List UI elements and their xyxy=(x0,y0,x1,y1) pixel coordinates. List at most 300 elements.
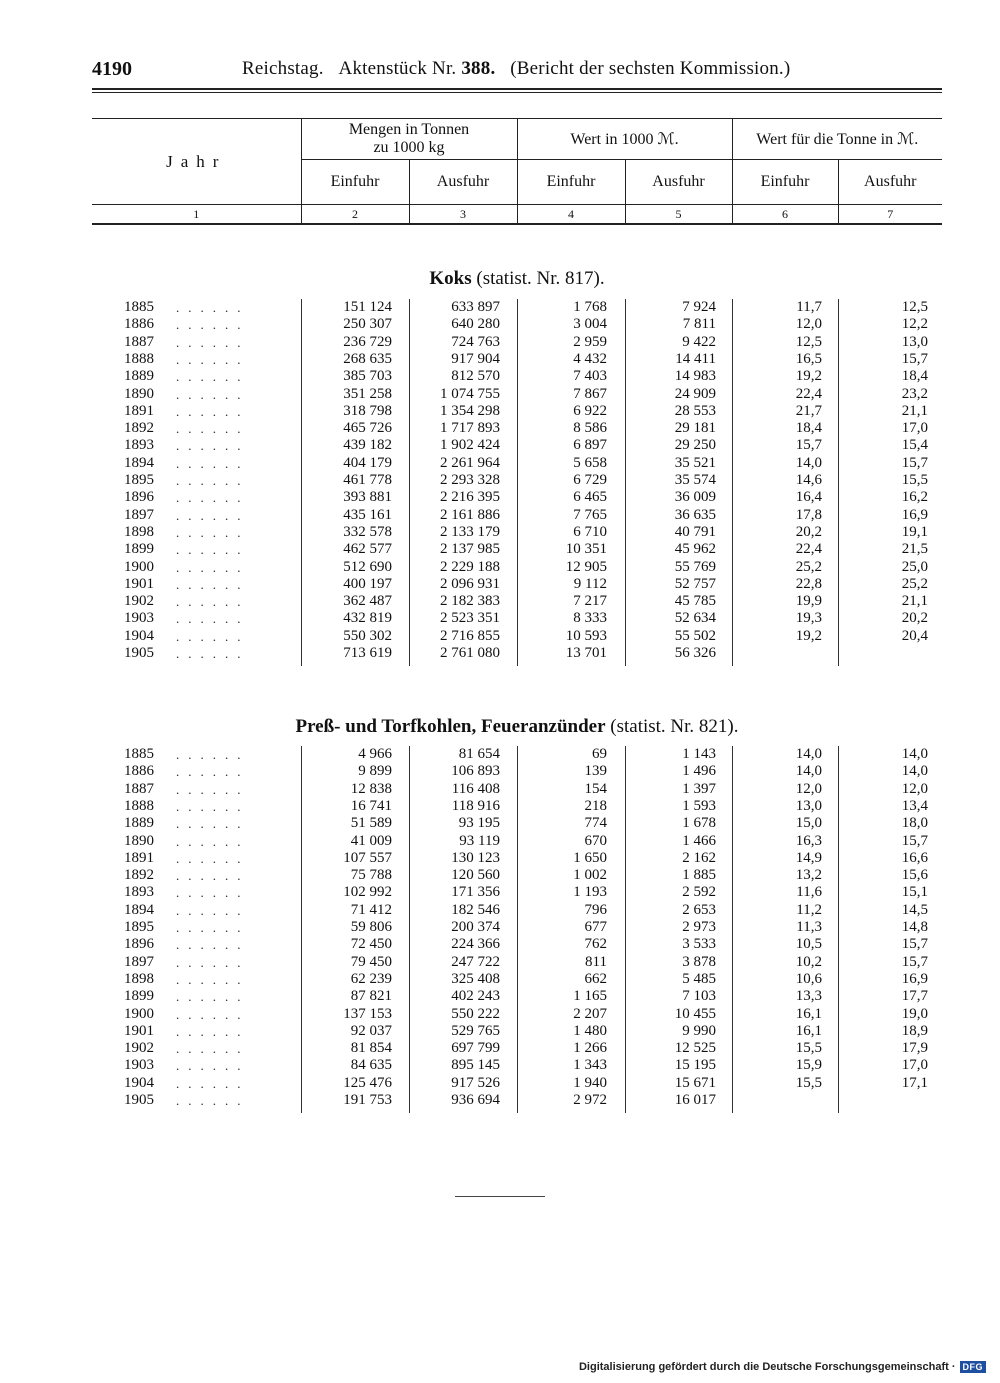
value-cell: 72 450 xyxy=(350,936,392,953)
header-ausfuhr-mengen: Ausfuhr xyxy=(409,160,517,205)
value-cell: 236 729 xyxy=(343,333,392,350)
value-cell: 9 899 xyxy=(358,763,392,780)
value-cell: 52 634 xyxy=(674,610,716,627)
value-cell: 16,6 xyxy=(901,849,928,866)
value-cell: 10 351 xyxy=(565,541,607,558)
value-cell: 45 785 xyxy=(674,593,716,610)
value-cell: 1 940 xyxy=(573,1074,607,1091)
value-cell: 11,6 xyxy=(796,884,822,901)
leader-dots: ...... xyxy=(176,1075,250,1091)
value-cell: 28 553 xyxy=(674,402,716,419)
value-cell: 432 819 xyxy=(343,610,392,627)
value-cell: 19,3 xyxy=(795,610,822,627)
table-row xyxy=(92,815,942,832)
year-cell: 1892 xyxy=(124,867,154,884)
value-cell: 12 905 xyxy=(565,558,607,575)
value-cell: 20,2 xyxy=(795,523,822,540)
value-cell: 12,0 xyxy=(901,780,928,797)
value-cell: 20,2 xyxy=(901,610,928,627)
value-cell: 15,4 xyxy=(901,437,928,454)
value-cell: 20,4 xyxy=(901,627,928,644)
value-cell: 17,0 xyxy=(901,1057,928,1074)
value-cell: 1 885 xyxy=(682,867,716,884)
value-cell: 107 557 xyxy=(343,849,392,866)
value-cell: 16,1 xyxy=(795,1022,822,1039)
value-cell: 812 570 xyxy=(451,368,500,385)
year-cell: 1901 xyxy=(124,575,154,592)
leader-dots: ...... xyxy=(176,473,250,488)
leader-dots: ...... xyxy=(176,351,250,367)
leader-dots: ...... xyxy=(176,920,250,935)
value-cell: 393 881 xyxy=(343,489,392,506)
value-cell: 385 703 xyxy=(343,368,392,385)
value-cell: 15 195 xyxy=(674,1057,716,1074)
header-wert-tonne: Wert für die Tonne in ℳ. xyxy=(732,119,942,160)
value-cell: 15,7 xyxy=(795,437,822,454)
value-cell: 16 017 xyxy=(674,1092,716,1108)
value-cell: 2 959 xyxy=(573,333,607,350)
value-cell: 35 521 xyxy=(674,454,716,471)
value-cell: 435 161 xyxy=(343,506,392,523)
value-cell: 15,5 xyxy=(795,1074,822,1091)
value-cell: 13 701 xyxy=(565,645,607,661)
header-einfuhr-wert: Einfuhr xyxy=(517,160,625,205)
value-cell: 79 450 xyxy=(350,953,392,970)
value-cell: 36 009 xyxy=(674,489,716,506)
value-cell: 2 973 xyxy=(682,919,716,935)
year-cell: 1889 xyxy=(124,815,154,832)
value-cell: 250 307 xyxy=(343,316,392,333)
year-cell: 1900 xyxy=(124,558,154,575)
value-cell: 18,0 xyxy=(901,815,928,832)
table-row xyxy=(92,850,942,867)
value-cell: 69 xyxy=(592,746,607,762)
table-row xyxy=(92,746,942,763)
value-cell: 3 004 xyxy=(573,316,607,333)
value-cell: 461 778 xyxy=(343,472,392,488)
value-cell: 247 722 xyxy=(451,953,500,970)
table-row xyxy=(92,420,942,437)
value-cell: 56 326 xyxy=(674,645,716,661)
value-cell: 12 525 xyxy=(674,1040,716,1057)
value-cell: 18,9 xyxy=(901,1022,928,1039)
table-row xyxy=(92,559,942,576)
year-cell: 1893 xyxy=(124,437,154,454)
value-cell: 40 791 xyxy=(674,523,716,540)
value-cell: 17,7 xyxy=(901,988,928,1005)
value-cell: 93 119 xyxy=(459,832,500,849)
value-cell: 52 757 xyxy=(674,575,716,592)
value-cell: 318 798 xyxy=(343,402,392,419)
value-cell: 21,1 xyxy=(901,593,928,610)
page-number: 4190 xyxy=(92,58,132,80)
value-cell: 12,2 xyxy=(901,316,928,333)
section-title-pressekohlen-rest: (statist. Nr. 821). xyxy=(610,716,739,737)
value-cell: 218 xyxy=(584,797,607,814)
value-cell: 1 717 893 xyxy=(440,420,500,437)
section-title-koks-rest: (statist. Nr. 817). xyxy=(476,268,605,289)
value-cell: 6 465 xyxy=(573,489,607,506)
leader-dots: ...... xyxy=(176,576,250,592)
value-cell: 13,4 xyxy=(901,797,928,814)
col-number-4: 4 xyxy=(517,205,625,225)
value-cell: 21,7 xyxy=(795,402,822,419)
value-cell: 1 466 xyxy=(682,832,716,849)
value-cell: 5 658 xyxy=(573,454,607,471)
table-row xyxy=(92,541,942,558)
table-row xyxy=(92,334,942,351)
table-row xyxy=(92,867,942,884)
col-number-7: 7 xyxy=(838,205,942,225)
value-cell: 25,2 xyxy=(901,575,928,592)
value-cell: 3 533 xyxy=(682,936,716,953)
value-cell: 16,3 xyxy=(795,832,822,849)
year-cell: 1904 xyxy=(124,627,154,644)
value-cell: 14 411 xyxy=(675,350,716,367)
value-cell: 15,5 xyxy=(795,1040,822,1057)
value-cell: 15,0 xyxy=(795,815,822,832)
value-cell: 9 990 xyxy=(682,1022,716,1039)
value-cell: 2 161 886 xyxy=(440,506,500,523)
header-jahr: Jahr xyxy=(92,119,301,205)
value-cell: 9 112 xyxy=(573,575,607,592)
value-cell: 13,2 xyxy=(795,867,822,884)
value-cell: 1 678 xyxy=(682,815,716,832)
leader-dots: ...... xyxy=(176,559,250,575)
header-rule-thin xyxy=(92,92,942,93)
value-cell: 529 765 xyxy=(451,1022,500,1039)
value-cell: 7 217 xyxy=(573,593,607,610)
value-cell: 4 966 xyxy=(358,746,392,762)
running-head-number: 388. xyxy=(461,58,496,79)
value-cell: 465 726 xyxy=(343,420,392,437)
value-cell: 19,9 xyxy=(795,593,822,610)
value-cell: 13,0 xyxy=(901,333,928,350)
table-row xyxy=(92,489,942,506)
table-row xyxy=(92,593,942,610)
table-row xyxy=(92,576,942,593)
year-cell: 1905 xyxy=(124,1092,154,1108)
value-cell: 670 xyxy=(584,832,607,849)
value-cell: 55 502 xyxy=(674,627,716,644)
value-cell: 118 916 xyxy=(451,797,500,814)
year-cell: 1902 xyxy=(124,1040,154,1057)
leader-dots: ...... xyxy=(176,455,250,471)
table-row xyxy=(92,798,942,815)
value-cell: 10,6 xyxy=(795,970,822,987)
value-cell: 7 924 xyxy=(682,299,716,315)
end-rule xyxy=(455,1196,545,1197)
table-row xyxy=(92,884,942,901)
col-number-2: 2 xyxy=(301,205,409,225)
value-cell: 550 302 xyxy=(343,627,392,644)
value-cell: 12 838 xyxy=(350,780,392,797)
year-cell: 1887 xyxy=(124,780,154,797)
leader-dots: ...... xyxy=(176,781,250,797)
running-head-reichstag: Reichstag. xyxy=(242,58,324,79)
value-cell: 14,0 xyxy=(795,763,822,780)
value-cell: 917 904 xyxy=(451,350,500,367)
value-cell: 10 455 xyxy=(674,1005,716,1022)
leader-dots: ...... xyxy=(176,971,250,987)
value-cell: 29 181 xyxy=(674,420,716,437)
value-cell: 7 765 xyxy=(573,506,607,523)
section-title-koks xyxy=(92,268,942,290)
value-cell: 106 893 xyxy=(451,763,500,780)
year-cell: 1885 xyxy=(124,746,154,762)
value-cell: 1 143 xyxy=(682,746,716,762)
year-cell: 1890 xyxy=(124,832,154,849)
leader-dots: ...... xyxy=(176,438,250,454)
table-row xyxy=(92,299,942,316)
leader-dots: ...... xyxy=(176,386,250,402)
value-cell: 14,9 xyxy=(795,849,822,866)
year-cell: 1885 xyxy=(124,299,154,315)
value-cell: 362 487 xyxy=(343,593,392,610)
value-cell: 6 897 xyxy=(573,437,607,454)
value-cell: 512 690 xyxy=(343,558,392,575)
value-cell: 550 222 xyxy=(451,1005,500,1022)
leader-dots: ...... xyxy=(176,1058,250,1074)
year-cell: 1905 xyxy=(124,645,154,661)
value-cell: 29 250 xyxy=(674,437,716,454)
leader-dots: ...... xyxy=(176,850,250,866)
leader-dots: ...... xyxy=(176,902,250,918)
table-row xyxy=(92,610,942,627)
value-cell: 404 179 xyxy=(343,454,392,471)
value-cell: 1 074 755 xyxy=(440,385,500,402)
table-row xyxy=(92,833,942,850)
value-cell: 2 761 080 xyxy=(440,645,500,661)
value-cell: 14,8 xyxy=(901,919,928,935)
leader-dots: ...... xyxy=(176,646,250,661)
table-row xyxy=(92,971,942,988)
value-cell: 36 635 xyxy=(674,506,716,523)
section-table-pressekohlen xyxy=(92,746,942,1113)
table-row xyxy=(92,954,942,971)
table-row xyxy=(92,1023,942,1040)
table-row xyxy=(92,316,942,333)
section-title-koks-bold: Koks xyxy=(429,268,472,289)
value-cell: 268 635 xyxy=(343,350,392,367)
value-cell: 15 671 xyxy=(674,1074,716,1091)
leader-dots: ...... xyxy=(176,524,250,540)
value-cell: 895 145 xyxy=(451,1057,500,1074)
value-cell: 2 261 964 xyxy=(440,454,500,471)
value-cell: 1 266 xyxy=(573,1040,607,1057)
value-cell: 15,7 xyxy=(901,832,928,849)
value-cell: 62 239 xyxy=(350,970,392,987)
section-title-pressekohlen-bold: Preß- und Torfkohlen, Feueranzünder xyxy=(295,716,606,737)
value-cell: 2 972 xyxy=(573,1092,607,1108)
year-cell: 1893 xyxy=(124,884,154,901)
value-cell: 16,9 xyxy=(901,506,928,523)
running-head-bericht: (Bericht der sechsten Kommission.) xyxy=(510,58,791,79)
year-cell: 1891 xyxy=(124,849,154,866)
leader-dots: ...... xyxy=(176,628,250,644)
value-cell: 6 710 xyxy=(573,523,607,540)
value-cell: 332 578 xyxy=(343,523,392,540)
value-cell: 2 162 xyxy=(682,849,716,866)
value-cell: 14,0 xyxy=(795,454,822,471)
leader-dots: ...... xyxy=(176,317,250,333)
value-cell: 2 653 xyxy=(682,901,716,918)
value-cell: 17,0 xyxy=(901,420,928,437)
leader-dots: ...... xyxy=(176,816,250,832)
col-number-5: 5 xyxy=(625,205,732,225)
value-cell: 1 650 xyxy=(573,849,607,866)
year-cell: 1904 xyxy=(124,1074,154,1091)
value-cell: 774 xyxy=(584,815,607,832)
year-cell: 1888 xyxy=(124,797,154,814)
value-cell: 16,5 xyxy=(795,350,822,367)
value-cell: 19,0 xyxy=(901,1005,928,1022)
value-cell: 59 806 xyxy=(350,919,392,935)
year-cell: 1903 xyxy=(124,610,154,627)
value-cell: 191 753 xyxy=(343,1092,392,1108)
value-cell: 17,8 xyxy=(795,506,822,523)
value-cell: 6 729 xyxy=(573,472,607,488)
value-cell: 137 153 xyxy=(343,1005,392,1022)
value-cell: 713 619 xyxy=(343,645,392,661)
value-cell: 10 593 xyxy=(565,627,607,644)
leader-dots: ...... xyxy=(176,542,250,558)
value-cell: 2 592 xyxy=(682,884,716,901)
value-cell: 633 897 xyxy=(451,299,500,315)
value-cell: 84 635 xyxy=(350,1057,392,1074)
value-cell: 677 xyxy=(584,919,607,935)
value-cell: 45 962 xyxy=(674,541,716,558)
value-cell: 351 258 xyxy=(343,385,392,402)
section-title-pressekohlen xyxy=(92,716,942,738)
running-head xyxy=(242,58,790,80)
leader-dots: ...... xyxy=(176,403,250,419)
value-cell: 3 878 xyxy=(682,953,716,970)
section-table-koks xyxy=(92,299,942,666)
value-cell: 41 009 xyxy=(350,832,392,849)
col-number-1: 1 xyxy=(92,205,301,225)
value-cell: 11,3 xyxy=(796,919,822,935)
value-cell: 139 xyxy=(584,763,607,780)
value-cell: 6 922 xyxy=(573,402,607,419)
table-row xyxy=(92,1006,942,1023)
footer-credit-text: Digitalisierung gefördert durch die Deutsche Forschungsgemeinschaft · xyxy=(578,1361,956,1373)
value-cell: 1 480 xyxy=(573,1022,607,1039)
value-cell: 724 763 xyxy=(451,333,500,350)
header-wert: Wert in 1000 ℳ. xyxy=(517,119,732,160)
table-row xyxy=(92,368,942,385)
value-cell: 1 165 xyxy=(573,988,607,1005)
value-cell: 16,1 xyxy=(795,1005,822,1022)
leader-dots: ...... xyxy=(176,764,250,780)
leader-dots: ...... xyxy=(176,1006,250,1022)
value-cell: 1 593 xyxy=(682,797,716,814)
value-cell: 12,5 xyxy=(901,299,928,315)
value-cell: 2 182 383 xyxy=(440,593,500,610)
value-cell: 14,6 xyxy=(795,472,822,488)
table-row xyxy=(92,1057,942,1074)
year-cell: 1891 xyxy=(124,402,154,419)
col-number-3: 3 xyxy=(409,205,517,225)
year-cell: 1902 xyxy=(124,593,154,610)
year-cell: 1897 xyxy=(124,953,154,970)
value-cell: 1 768 xyxy=(573,299,607,315)
value-cell: 10,2 xyxy=(795,953,822,970)
value-cell: 35 574 xyxy=(674,472,716,488)
value-cell: 17,1 xyxy=(901,1074,928,1091)
value-cell: 15,5 xyxy=(901,472,928,488)
value-cell: 1 354 298 xyxy=(440,402,500,419)
value-cell: 87 821 xyxy=(350,988,392,1005)
header-mengen-subtitle: zu 1000 kg xyxy=(373,139,445,156)
leader-dots: ...... xyxy=(176,798,250,814)
year-cell: 1903 xyxy=(124,1057,154,1074)
value-cell: 2 216 395 xyxy=(440,489,500,506)
value-cell: 2 096 931 xyxy=(440,575,500,592)
value-cell: 2 523 351 xyxy=(440,610,500,627)
value-cell: 1 397 xyxy=(682,780,716,797)
value-cell: 120 560 xyxy=(451,867,500,884)
table-row xyxy=(92,645,942,662)
value-cell: 15,7 xyxy=(901,953,928,970)
year-cell: 1896 xyxy=(124,936,154,953)
value-cell: 1 343 xyxy=(573,1057,607,1074)
year-cell: 1896 xyxy=(124,489,154,506)
footer-credit xyxy=(579,1361,986,1373)
year-cell: 1889 xyxy=(124,368,154,385)
table-row xyxy=(92,386,942,403)
value-cell: 200 374 xyxy=(451,919,500,935)
table-row xyxy=(92,919,942,936)
header-einfuhr-tonne: Einfuhr xyxy=(732,160,838,205)
table-row xyxy=(92,403,942,420)
leader-dots: ...... xyxy=(176,937,250,953)
value-cell: 15,7 xyxy=(901,350,928,367)
leader-dots: ...... xyxy=(176,1023,250,1039)
value-cell: 55 769 xyxy=(674,558,716,575)
value-cell: 25,2 xyxy=(795,558,822,575)
leader-dots: ...... xyxy=(176,885,250,901)
dfg-logo: DFG xyxy=(960,1361,987,1373)
value-cell: 7 103 xyxy=(682,988,716,1005)
table-row xyxy=(92,455,942,472)
leader-dots: ...... xyxy=(176,334,250,350)
value-cell: 93 195 xyxy=(458,815,500,832)
leader-dots: ...... xyxy=(176,594,250,610)
value-cell: 462 577 xyxy=(343,541,392,558)
value-cell: 12,0 xyxy=(795,780,822,797)
value-cell: 75 788 xyxy=(350,867,392,884)
value-cell: 18,4 xyxy=(795,420,822,437)
leader-dots: ...... xyxy=(176,421,250,437)
value-cell: 7 403 xyxy=(573,368,607,385)
leader-dots: ...... xyxy=(176,1041,250,1057)
table-row xyxy=(92,1040,942,1057)
value-cell: 154 xyxy=(584,780,607,797)
value-cell: 14 983 xyxy=(674,368,716,385)
value-cell: 14,0 xyxy=(795,746,822,762)
value-cell: 182 546 xyxy=(451,901,500,918)
year-cell: 1898 xyxy=(124,970,154,987)
leader-dots: ...... xyxy=(176,989,250,1005)
leader-dots: ...... xyxy=(176,369,250,385)
value-cell: 19,2 xyxy=(795,368,822,385)
year-cell: 1897 xyxy=(124,506,154,523)
value-cell: 7 867 xyxy=(573,385,607,402)
year-cell: 1898 xyxy=(124,523,154,540)
year-cell: 1894 xyxy=(124,901,154,918)
value-cell: 400 197 xyxy=(343,575,392,592)
